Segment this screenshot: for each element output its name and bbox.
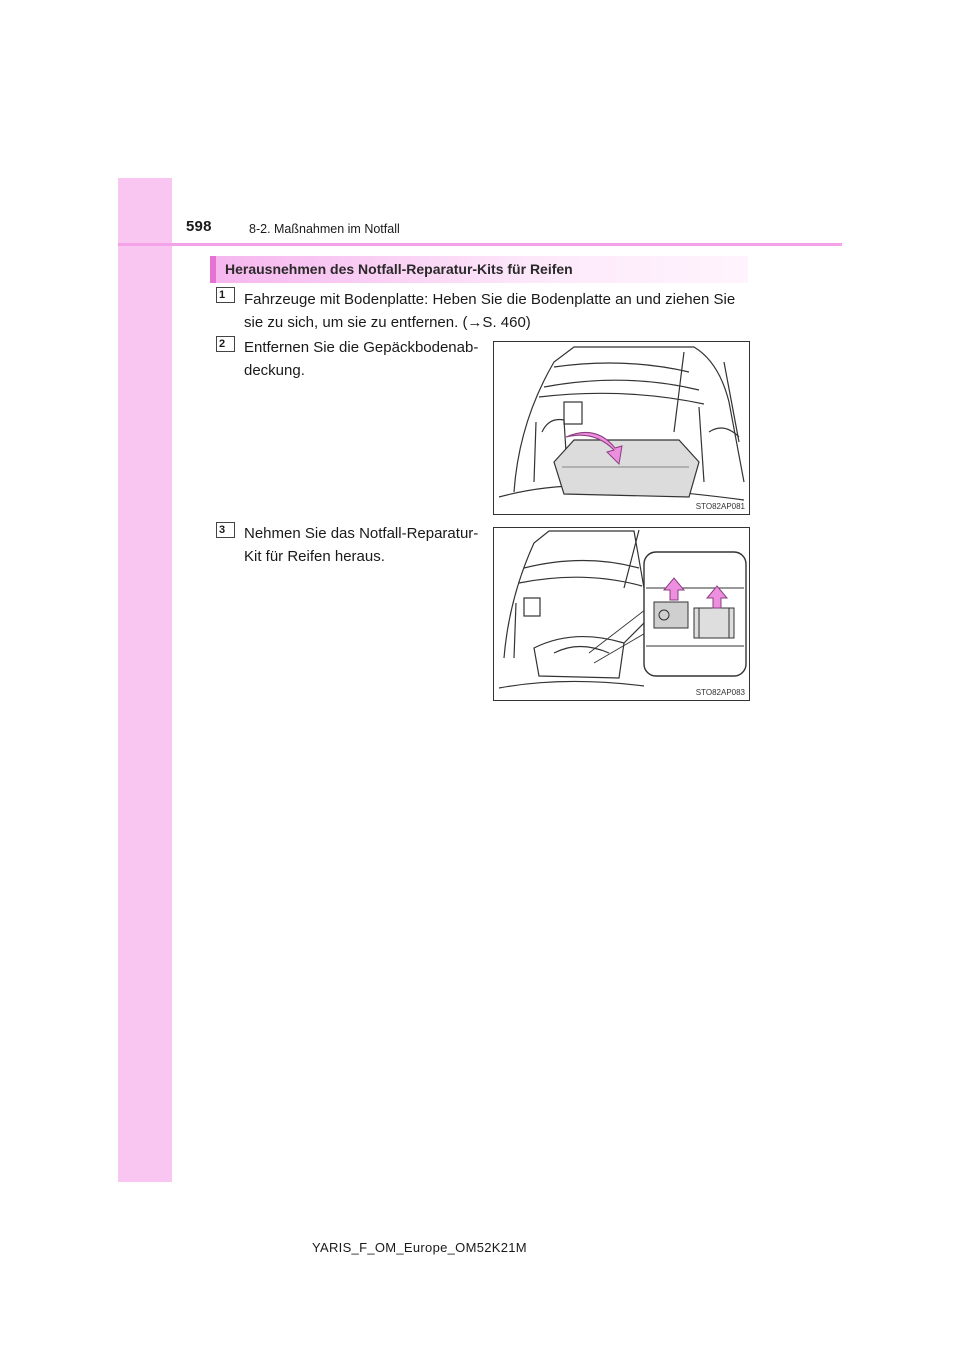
figure-remove-repair-kit	[493, 527, 750, 701]
section-title: Herausnehmen des Notfall-Reparatur-Kits für Reifen	[225, 261, 573, 277]
repair-kit-illustration	[494, 528, 749, 700]
figure-code-2: STO82AP081	[695, 502, 745, 511]
figure-remove-floor-cover	[493, 341, 750, 515]
step-1-line-2: sie zu sich, um sie zu entfernen. (→S. 460)	[244, 314, 531, 331]
step-1-line-1: Fahrzeuge mit Bodenplatte: Heben Sie die Bodenplatte an und ziehen Sie	[244, 291, 736, 308]
figure-code-3: STO82AP083	[695, 688, 745, 697]
header-rule	[118, 243, 842, 246]
step-2-text	[244, 336, 484, 382]
step-3-line-1: Nehmen Sie das Notfall-Reparatur-	[244, 525, 479, 542]
step-2-line-1: Entfernen Sie die Gepäckbodenab-	[244, 339, 479, 356]
step-number-1: 1	[216, 287, 235, 303]
section-heading: 8-2. Maßnahmen im Notfall	[249, 222, 400, 236]
step-3-line-2: Kit für Reifen heraus.	[244, 548, 385, 565]
document-footer: YARIS_F_OM_Europe_OM52K21M	[312, 1240, 527, 1255]
step-1-text	[244, 288, 754, 334]
step-number-2: 2	[216, 336, 235, 352]
step-3-text	[244, 522, 484, 568]
step-number-3: 3	[216, 522, 235, 538]
title-accent	[210, 256, 216, 283]
car-trunk-illustration	[494, 342, 749, 514]
chapter-side-tab	[118, 178, 172, 1182]
step-2-line-2: deckung.	[244, 362, 305, 379]
page-number: 598	[186, 218, 212, 235]
title-bar	[210, 256, 748, 283]
